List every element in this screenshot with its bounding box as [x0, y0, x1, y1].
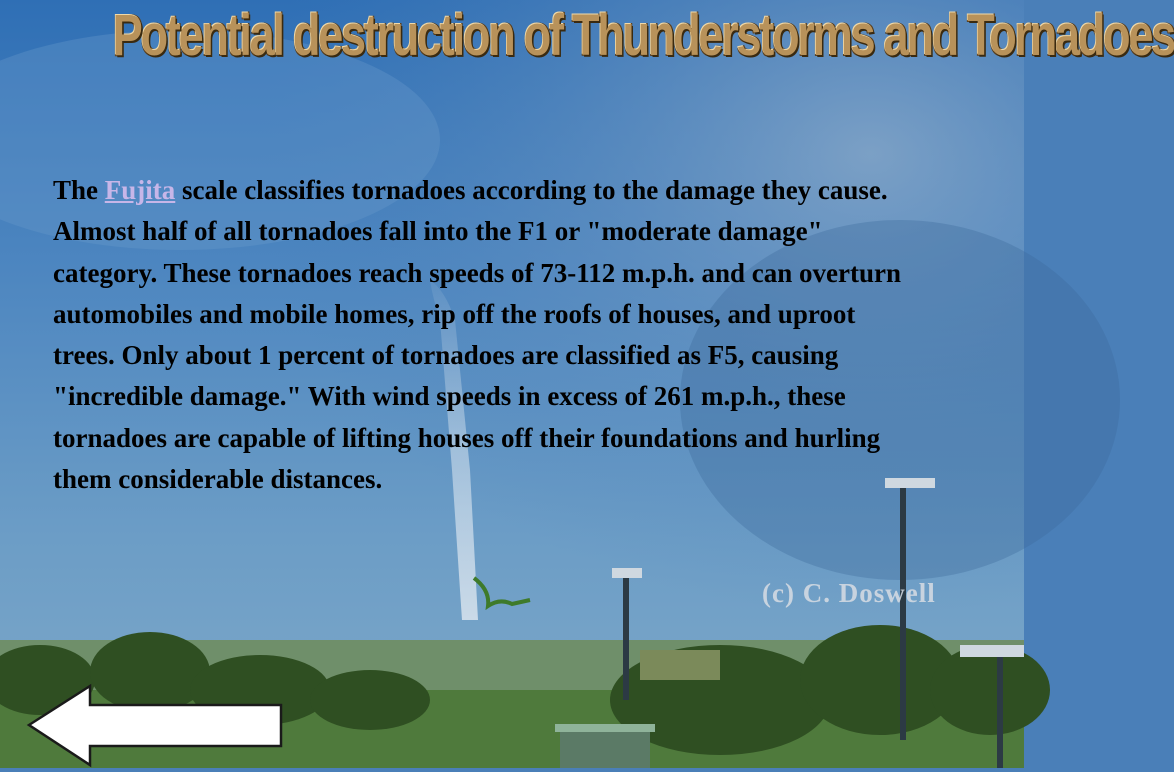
slide-title: Potential destruction of Thunderstorms and Tornadoes: [112, 3, 1174, 68]
photo-credit: (c) C. Doswell: [762, 578, 936, 608]
back-button[interactable]: [26, 683, 284, 767]
paragraph-body: scale classifies tornadoes according to the damage they cause. Almost half of all tornadoes fall into the F1 or "moderate damage" category. These tornadoes reach speeds of 73-112 m.p.h. and can overturn automobiles and mobile homes, rip off the roofs of houses, and uproot trees. Only about 1 percent of tornadoes are classified as F5, causing "incredible damage." With wind speeds in excess of 261 m.p.h., these tornadoes are capable of lifting houses off their foundations and hurling them considerable distances.: [53, 175, 901, 495]
fujita-link[interactable]: Fujita: [104, 175, 176, 205]
body-paragraph: [53, 170, 923, 500]
paragraph-intro: The: [53, 175, 105, 205]
left-arrow-icon: [26, 683, 284, 767]
